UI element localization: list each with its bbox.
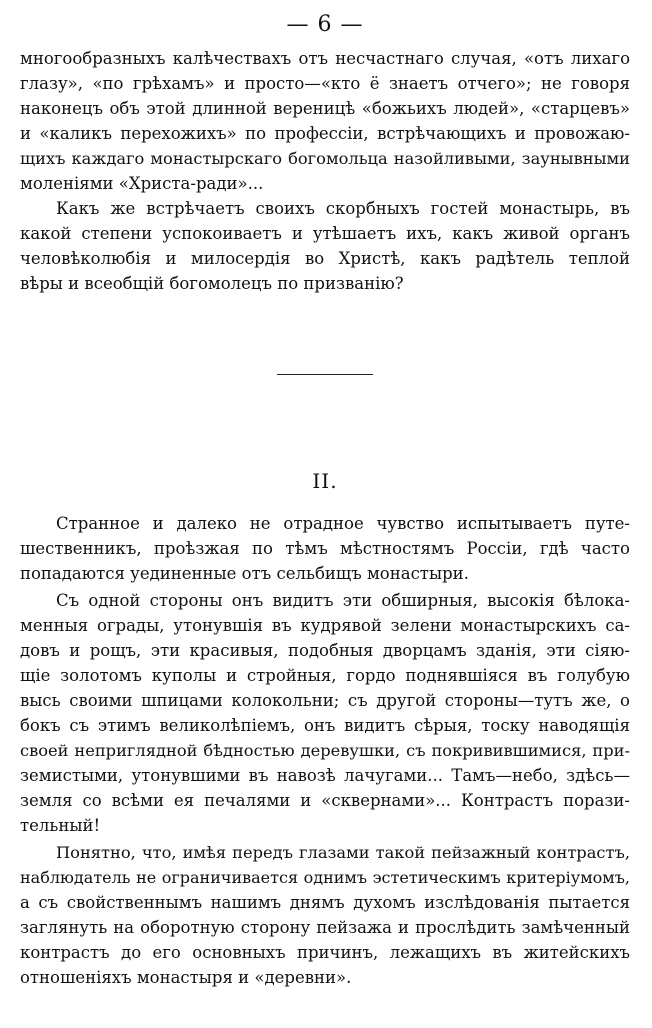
text-line: многообразныхъ калѣчествахъ отъ несчастнаго случая, «отъ лихаго — [20, 49, 630, 68]
text-line: Съ одной стороны онъ видитъ эти обширныя, высокія бѣлока- — [56, 591, 630, 610]
section-title: II. — [312, 469, 338, 493]
section-divider — [277, 374, 373, 375]
text-line: отношеніяхъ монастыря и «деревни». — [20, 968, 352, 987]
text-line: шественникъ, проѣзжая по тѣмъ мѣстностямъ Россіи, гдѣ часто — [20, 539, 630, 558]
text-line: моленіями «Христа-ради»... — [20, 174, 264, 193]
text-line: Понятно, что, имѣя передъ глазами такой пейзажный контрастъ, — [56, 843, 630, 862]
text-line: земля со всѣми ея печалями и «скверн‌ами»... Контрастъ порази- — [20, 791, 630, 810]
text-line: наблюдатель не ограничивается однимъ эстетическимъ критеріумомъ, — [20, 868, 630, 887]
text-line: тельный! — [20, 816, 101, 835]
text-line: какой степени успокоиваетъ и утѣшаетъ ихъ, какъ живой органъ — [20, 224, 630, 243]
text-line: заглянуть на оборотную сторону пейзажа и прослѣдить замѣченный — [20, 918, 630, 937]
text-line: высь своими шпицами колокольни; съ другой стороны—тутъ же, о — [20, 691, 630, 710]
text-line: своей неприглядной бѣдностью деревушки, съ покривившимися, при- — [20, 741, 630, 760]
paragraph-1 — [20, 46, 630, 196]
paragraph-4 — [20, 588, 630, 838]
text-line: человѣколюбія и милосердія во Христѣ, какъ радѣтель теплой — [20, 249, 630, 268]
text-line: и «каликъ перехожихъ» по профессіи, встрѣчающихъ и провожаю- — [20, 124, 630, 143]
section-1-body — [20, 46, 630, 296]
text-line: Какъ же встрѣчаетъ своихъ скорбныхъ гостей монастырь, въ — [56, 199, 630, 218]
text-line: наконецъ объ этой длинной верениц‌ѣ «божьихъ людей», «старцевъ» — [20, 99, 630, 118]
text-line: а съ свойственнымъ нашимъ днямъ духомъ изслѣдованія пытается — [20, 893, 630, 912]
page-number: — 6 — — [286, 12, 364, 37]
text-line: Странное и далеко не отрадное чувство испытываетъ путе- — [56, 514, 630, 533]
text-line: попадаются уединенные отъ сельбищъ монастыри. — [20, 564, 469, 583]
text-line: довъ и рощъ, эти красивыя, подобныя дворцамъ зданія, эти сіяю- — [20, 641, 630, 660]
text-line: земистыми, утонувшими въ навозѣ лачугами... Тамъ—небо, здѣсь— — [20, 766, 630, 785]
text-line: щихъ каждаго монастырскаго богомольца назойливыми, заунывными — [20, 149, 630, 168]
text-line: менныя ограды, утонувшія въ кудрявой зелени монастырскихъ са- — [20, 616, 630, 635]
text-line: контрастъ до его основныхъ причинъ, лежащихъ въ житейскихъ — [20, 943, 630, 962]
paragraph-2 — [20, 196, 630, 296]
section-2-body — [20, 511, 630, 990]
text-line: бокъ съ этимъ великолѣпіемъ, онъ видитъ сѣрыя, тоску наводящія — [20, 716, 630, 735]
text-line: щіе золотомъ куполы и стройныя, гордо поднявшіяся въ голубую — [20, 666, 630, 685]
paragraph-5 — [20, 840, 630, 990]
paragraph-3 — [20, 511, 630, 586]
text-line: глазу», «по грѣхамъ» и просто—«кто ё знаетъ отчего»; не говоря — [20, 74, 630, 93]
book-page — [20, 8, 630, 1020]
text-line: вѣры и всеобщій богомолецъ по призванію? — [20, 274, 404, 293]
